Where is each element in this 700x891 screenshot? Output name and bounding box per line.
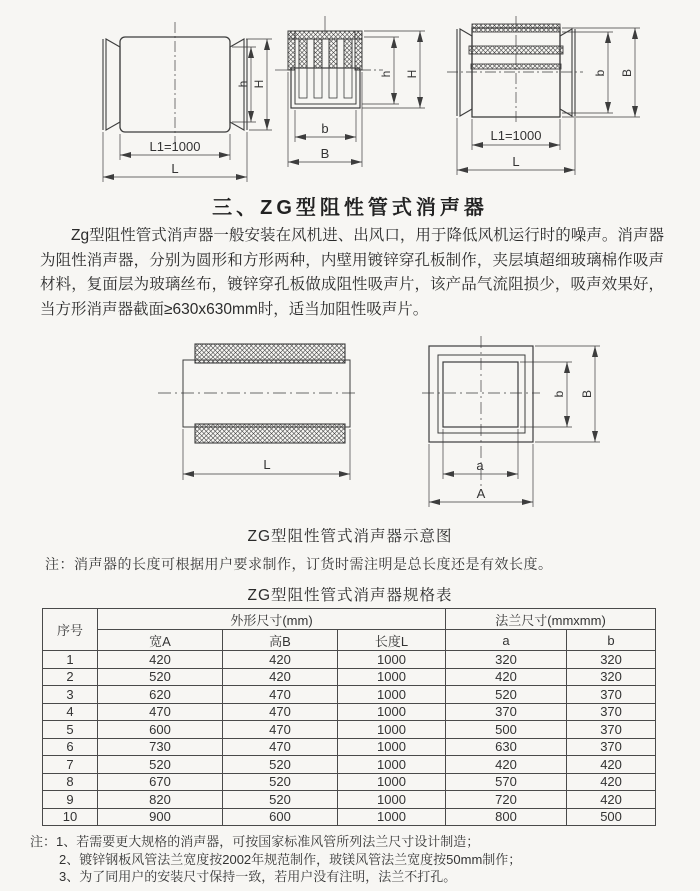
table-row [43,808,656,826]
col-header-index: 序号 [43,609,98,651]
cell-index: 4 [43,703,98,721]
col-header-outer-dims: 外形尺寸(mm) [98,609,446,630]
shell-and-lining [158,344,357,443]
cell-height: 470 [223,703,338,721]
cell-b: 500 [567,808,656,826]
figure-square-muffler-side-view [445,12,670,190]
col-header-a: a [446,630,567,651]
cell-a: 420 [446,756,567,774]
dim-label-l1: L1=1000 [149,139,201,154]
cell-height: 520 [223,756,338,774]
table-row [43,721,656,739]
cell-a: 500 [446,721,567,739]
table-row [43,668,656,686]
cell-height: 520 [223,773,338,791]
footnote-2: 2、镀锌钢板风管法兰宽度按2002年规范制作，玻镁风管法兰宽度按50mm制作； [59,851,522,867]
dim-label-b: b [321,121,329,136]
cell-index: 1 [43,651,98,669]
cell-index: 7 [43,756,98,774]
cell-b: 420 [567,773,656,791]
cell-index: 3 [43,686,98,704]
spec-table [42,608,656,826]
table-row [43,686,656,704]
cell-a: 420 [446,668,567,686]
muffler-body-outline [103,22,247,144]
dim-label-b: b [593,69,607,77]
cell-length: 1000 [338,738,446,756]
cell-a: 570 [446,773,567,791]
cell-length: 1000 [338,651,446,669]
cell-width: 470 [98,703,223,721]
cell-index: 2 [43,668,98,686]
cell-height: 420 [223,651,338,669]
cell-a: 630 [446,738,567,756]
cell-length: 1000 [338,686,446,704]
cell-b: 370 [567,738,656,756]
footnotes [30,833,521,886]
cell-index: 5 [43,721,98,739]
col-header-height: 高B [223,630,338,651]
table-row [43,738,656,756]
cell-width: 670 [98,773,223,791]
figure-round-muffler-side-view [90,12,280,190]
table-row [43,791,656,809]
section-heading: 三、ZG型阻性管式消声器 [212,197,488,219]
cell-index: 8 [43,773,98,791]
dim-label-B: B [620,68,634,78]
cell-b: 320 [567,651,656,669]
cell-width: 900 [98,808,223,826]
cell-width: 520 [98,756,223,774]
table-row [43,756,656,774]
header-sub-row [43,630,656,651]
cell-length: 1000 [338,791,446,809]
cell-width: 730 [98,738,223,756]
table-row [43,703,656,721]
dim-label-H: H [252,79,266,89]
figure-caption: ZG型阻性管式消声器示意图 [247,528,453,545]
cell-length: 1000 [338,773,446,791]
cell-height: 600 [223,808,338,826]
figure-square-muffler-front-view [275,12,450,190]
cell-height: 470 [223,686,338,704]
dim-label-B: B [580,389,594,399]
cell-b: 370 [567,703,656,721]
cell-height: 470 [223,721,338,739]
dim-label-H: H [405,69,419,79]
cell-length: 1000 [338,703,446,721]
cell-index: 10 [43,808,98,826]
cell-b: 320 [567,668,656,686]
cell-index: 9 [43,791,98,809]
dim-label-A: A [476,486,486,501]
cell-b: 420 [567,756,656,774]
cell-length: 1000 [338,808,446,826]
cell-width: 600 [98,721,223,739]
cell-b: 420 [567,791,656,809]
cell-length: 1000 [338,721,446,739]
description-paragraph: Zg型阻性管式消声器一般安装在风机进、出风口，用于降低风机运行时的噪声。消声器为阻性消声器，分别为圆形和方形两种，内壁用镀锌穿孔板制作，夹层填超细玻璃棉作吸声材料，复面层为玻璃丝布，镀锌穿孔板做成阻性吸声片，该产品气流阻损少，吸声效果好，当方形消声器截面≥630x630mm时，适当加阻性吸声片。 [40,227,664,318]
cell-b: 370 [567,686,656,704]
figure-schematic-square-section [400,330,615,520]
dim-label-a: a [476,458,484,473]
cell-length: 1000 [338,756,446,774]
col-header-width: 宽A [98,630,223,651]
cell-height: 420 [223,668,338,686]
dim-label-b: b [552,390,566,398]
cell-a: 720 [446,791,567,809]
cell-length: 1000 [338,668,446,686]
footnote-3: 3、为了同用户的安装尺寸保持一致，若用户没有注明，法兰不打孔。 [59,869,457,884]
figure-schematic-round-muffler [150,330,360,485]
length-note: 注：消声器的长度可根据用户要求制作，订货时需注明是总长度还是有效长度。 [45,556,553,572]
cell-index: 6 [43,738,98,756]
header-group-row [43,609,656,630]
dim-label-h: h [379,70,393,78]
dim-label-l: L [512,154,520,169]
cell-a: 520 [446,686,567,704]
dim-label-l: L [171,161,179,176]
table-row [43,651,656,669]
dim-label-l1: L1=1000 [490,128,542,143]
col-header-flange-dims: 法兰尺寸(mmxmm) [446,609,656,630]
cell-b: 370 [567,721,656,739]
cell-width: 820 [98,791,223,809]
cell-a: 370 [446,703,567,721]
hatched-casing [288,31,362,70]
cell-height: 520 [223,791,338,809]
cell-a: 320 [446,651,567,669]
dim-label-h: h [236,80,250,88]
dim-label-B: B [320,146,330,161]
cell-width: 620 [98,686,223,704]
cell-a: 800 [446,808,567,826]
table-title: ZG型阻性管式消声器规格表 [247,587,453,604]
col-header-b: b [567,630,656,651]
table-row [43,773,656,791]
cell-height: 470 [223,738,338,756]
cell-width: 420 [98,651,223,669]
dim-label-l: L [263,457,271,472]
cell-width: 520 [98,668,223,686]
col-header-length: 长度L [338,630,446,651]
footnote-1: 注：1、若需要更大规格的消声器，可按国家标准风管所列法兰尺寸设计制造； [30,834,480,849]
